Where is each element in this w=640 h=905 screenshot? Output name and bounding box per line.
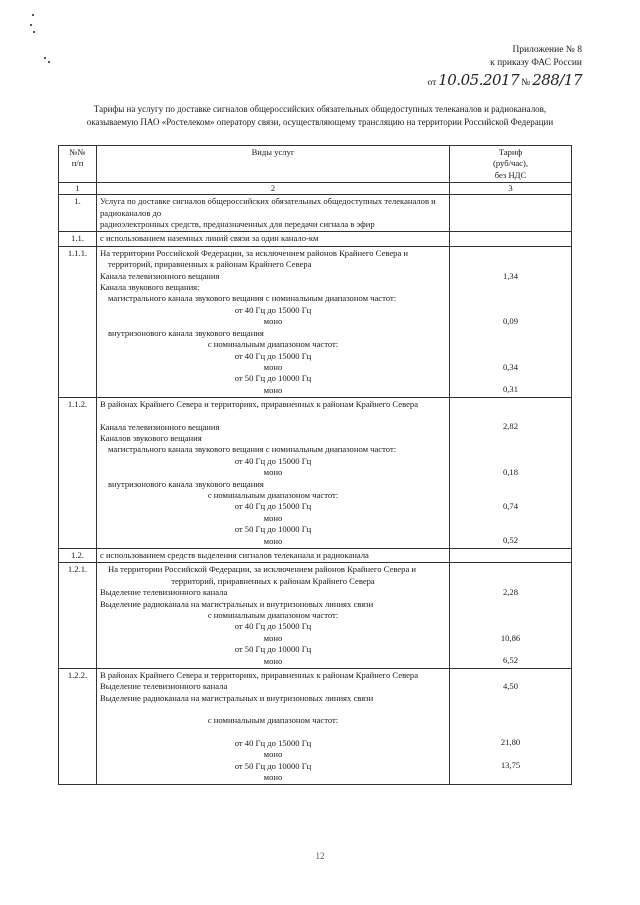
column-header-services: Виды услуг xyxy=(97,146,450,183)
column-header-tariff: Тариф (руб/час), без НДС xyxy=(450,146,572,183)
table-row-1-1: 1.1. с использованием наземных линий связи за один канало-км xyxy=(59,232,572,246)
order-reference: к приказу ФАС России xyxy=(490,58,582,68)
table-row-1: 1. Услуга по доставке сигналов общероссийских обязательных общедоступных телеканалов и радиоканалов до радиоэлектронных средств, предназначенных для передачи сигнала в эфир xyxy=(59,195,572,232)
column-number-3: 3 xyxy=(450,183,572,195)
column-number-row xyxy=(59,183,572,195)
column-header-number: №№ п/п xyxy=(59,146,97,183)
table-row-1-2: 1.2. с использованием средств выделения сигналов телеканала и радиоканала xyxy=(59,549,572,563)
order-number-label: № xyxy=(521,78,531,88)
document-title-line-1: Тарифы на услугу по доставке сигналов общероссийских обязательных общедоступных телеканалов и радиоканалов, xyxy=(93,104,547,114)
order-number-handwritten: 288/17 xyxy=(532,71,582,89)
appendix-label: Приложение № 8 xyxy=(512,45,582,55)
page-number: 12 xyxy=(315,851,325,861)
column-number-1: 1 xyxy=(59,183,97,195)
tariff-table xyxy=(58,145,572,785)
document-title xyxy=(60,103,580,128)
table-header-row xyxy=(59,146,572,183)
order-from-label: от xyxy=(427,78,437,88)
table-row-1-2-1: 1.2.1. На территории Российской Федерации, за исключением районов Крайнего Севера и территорий, приравненных к районам Крайнего Севера Выделение телевизионного канала Выделение радиоканала на магистральных и внутризоновых линиях связи с номинальным диапазоном частот: от 40 Гц до 15000 Гц моно от 50 Гц до 10000 Гц моно 2,28 10,86 6,52 xyxy=(59,563,572,669)
document-title-line-2: оказываемую ПАО «Ростелеком» оператору связи, осуществляющему трансляцию на территории Российской Федерации xyxy=(86,116,554,127)
table-row-1-1-1: 1.1.1. На территории Российской Федерации, за исключением районов Крайнего Севера и территорий, приравненных к районам Крайнего Севера Канала телевизионного вещания Канала звукового вещания: магистрального канала звукового вещания с номинальным диапазоном частот: от 40 Гц до 15000 Гц моно внутризонового канала звукового вещания с номинальным диапазоном частот: от 40 Гц до 15000 Гц моно от 50 Гц до 10000 Гц моно 1,34 0,09 0,34 0,31 xyxy=(59,246,572,397)
order-date-line xyxy=(427,71,582,90)
column-number-2: 2 xyxy=(97,183,450,195)
table-row-1-2-2: 1.2.2. В районах Крайнего Севера и территориях, приравненных к районам Крайнего Севера Выделение телевизионного канала Выделение радиоканала на магистральных и внутризоновых линиях связи с номинальным диапазоном частот: от 40 Гц до 15000 Гц моно от 50 Гц до 10000 Гц моно 4,50 21,80 13,75 xyxy=(59,669,572,785)
order-date-handwritten: 10.05.2017 xyxy=(438,71,520,89)
table-row-1-1-2: 1.1.2. В районах Крайнего Севера и территориях, приравненных к районам Крайнего Севера Канала телевизионного вещания Каналов звукового вещания магистрального канала звукового вещания с номинальным диапазоном частот: от 40 Гц до 15000 Гц моно внутризонового канала звукового вещания с номинальным диапазоном частот: от 40 Гц до 15000 Гц моно от 50 Гц до 10000 Гц моно 2,82 0,18 0,74 0,52 xyxy=(59,398,572,549)
appendix-header xyxy=(427,44,582,90)
